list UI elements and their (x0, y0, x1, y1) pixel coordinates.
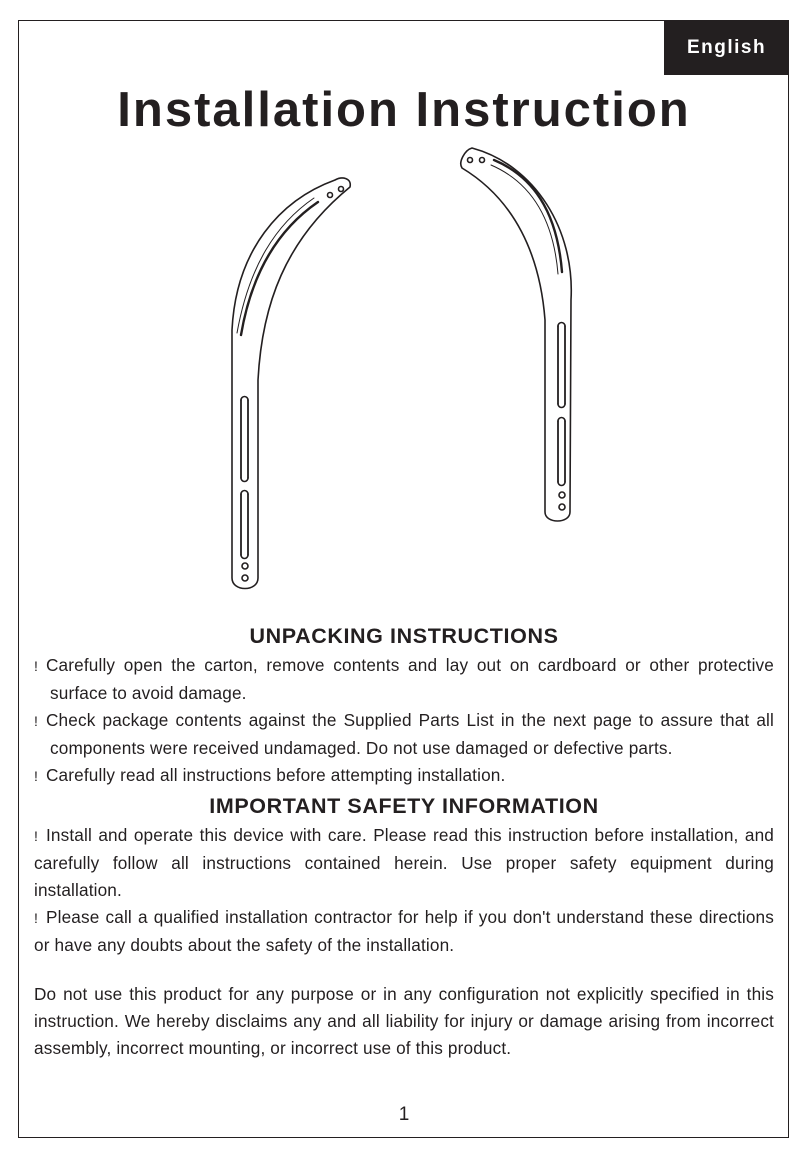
safety-item-2: ! Please call a qualified installation contractor for help if you don't understand these directions or have any doubts about the safety of the installation. (34, 907, 774, 955)
disclaimer: Do not use this product for any purpose or in any configuration not explicitly specified in this instruction. We hereby disclaims any and all liability for injury or damage arising from incorrect assembly, incorrect mounting, or incorrect use of this product. (34, 984, 774, 1058)
bullet-marker: ! (34, 910, 39, 926)
unpacking-item-2: ! Check package contents against the Supplied Parts List in the next page to assure that all components were received undamaged. Do not use damaged or defective parts. (34, 710, 774, 758)
paragraph-gap (34, 959, 774, 981)
bullet-marker: ! (34, 768, 39, 784)
instructions-body (34, 620, 774, 1062)
unpacking-item-1: ! Carefully open the carton, remove contents and lay out on cardboard or other protective surface to avoid damage. (34, 655, 774, 703)
bullet-marker: ! (34, 828, 39, 844)
language-tab: English (664, 20, 789, 75)
page-title: Installation Instruction (117, 83, 691, 137)
safety-heading: IMPORTANT SAFETY INFORMATION (209, 794, 599, 818)
bullet-marker: ! (34, 713, 39, 729)
right-bracket (461, 148, 571, 521)
bullet-marker: ! (34, 658, 39, 674)
unpacking-heading: UNPACKING INSTRUCTIONS (249, 624, 559, 648)
left-bracket (232, 178, 350, 588)
page-number: 1 (398, 1104, 410, 1125)
unpacking-item-3: ! Carefully read all instructions before attempting installation. (34, 762, 774, 790)
safety-item-1: ! Install and operate this device with care. Please read this instruction before installation, and carefully follow all instructions contained herein. Use proper safety equipment during installation. (34, 825, 774, 900)
